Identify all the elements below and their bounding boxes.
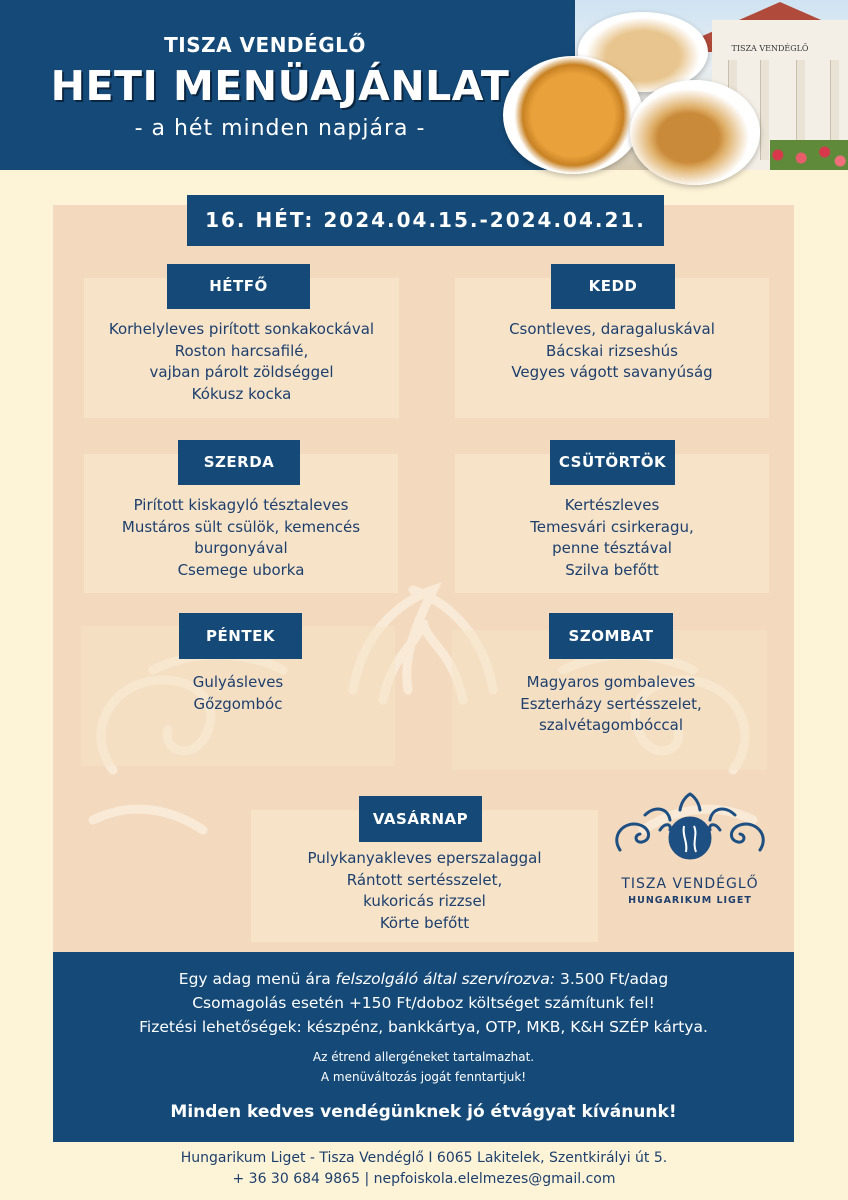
day-label-wednesday: SZERDA <box>178 440 300 485</box>
day-menu-thursday <box>455 495 769 581</box>
menu-item: penne tésztával <box>552 539 672 557</box>
menu-item: Gulyásleves <box>192 673 284 691</box>
menu-item: burgonyával <box>194 539 288 557</box>
flower-pots <box>770 140 848 170</box>
day-label-monday: HÉTFŐ <box>167 264 310 309</box>
day-menu-tuesday <box>455 319 769 384</box>
change-note: A menüváltozás jogát fenntartjuk! <box>320 1070 527 1084</box>
building-sign: TISZA VENDÉGLŐ <box>731 44 809 53</box>
price-service-text: felszolgáló által szervírozva: <box>335 970 556 988</box>
day-label-saturday: SZOMBAT <box>549 613 673 659</box>
price-amount: 3.500 Ft/adag <box>555 970 669 988</box>
menu-item: vajban párolt zöldséggel <box>149 363 334 381</box>
menu-subtitle: - a hét minden napjára - <box>134 116 426 141</box>
menu-title: HETI MENÜAJÁNLAT <box>50 62 510 110</box>
day-label-friday: PÉNTEK <box>179 613 302 659</box>
logo-name: TISZA VENDÉGLŐ <box>621 876 759 892</box>
week-banner: 16. HÉT: 2024.04.15.-2024.04.21. <box>187 195 664 246</box>
building-column <box>760 60 769 160</box>
menu-item: Korhelyleves pirított sonkakockával <box>108 320 375 338</box>
packaging-line: Csomagolás esetén +150 Ft/doboz költséget számítunk fel! <box>192 994 655 1012</box>
menu-item: Vegyes vágott savanyúság <box>511 363 713 381</box>
tisza-logo-icon <box>610 790 770 870</box>
menu-item: Körte befőtt <box>379 913 470 932</box>
contact-line: + 36 30 684 9865 | nepfoiskola.elelmezes@gmail.com <box>232 1171 616 1187</box>
menu-item: Rántott sertésszelet, <box>346 870 503 889</box>
day-label-sunday: VASÁRNAP <box>359 796 482 842</box>
menu-item: Pulykanyakleves eperszalaggal <box>307 849 542 867</box>
menu-item: Magyaros gombaleves <box>526 673 696 691</box>
payment-line: Fizetési lehetőségek: készpénz, bankkártya, OTP, MKB, K&H SZÉP kártya. <box>139 1018 708 1036</box>
day-menu-saturday <box>452 672 770 737</box>
menu-item: Kókusz kocka <box>191 384 292 403</box>
menu-item: Bácskai rizseshús <box>546 341 678 360</box>
info-box <box>53 952 794 1142</box>
menu-item: Roston harcsafilé, <box>174 341 309 360</box>
soup-dish-photo <box>503 56 643 174</box>
menu-item: Csontleves, daragaluskával <box>509 320 715 338</box>
price-line <box>53 970 794 988</box>
menu-item: Csemege uborka <box>177 560 305 579</box>
menu-item: Kertészleves <box>564 496 660 514</box>
menu-item: Gőzgombóc <box>193 694 283 713</box>
greeting: Minden kedves vendégünknek jó étvágyat kívánunk! <box>170 1102 677 1122</box>
day-menu-monday <box>84 319 399 405</box>
menu-item: Mustáros sült csülök, kemencés <box>121 517 361 536</box>
day-menu-friday <box>81 672 395 715</box>
fish-dish-photo <box>630 80 760 185</box>
day-menu-sunday <box>251 848 598 934</box>
menu-item: kukoricás rizzsel <box>363 892 486 910</box>
logo-subtitle: HUNGARIKUM LIGET <box>628 895 752 906</box>
menu-item: Eszterházy sertésszelet, <box>520 694 702 713</box>
address-line: Hungarikum Liget - Tisza Vendéglő I 6065 Lakitelek, Szentkirályi út 5. <box>180 1150 668 1166</box>
restaurant-name: TISZA VENDÉGLŐ <box>164 33 366 57</box>
day-label-thursday: CSÜTÖRTÖK <box>550 440 675 485</box>
menu-item: szalvétagombóccal <box>538 716 684 734</box>
allergen-note: Az étrend allergéneket tartalmazhat. <box>312 1050 535 1064</box>
day-label-tuesday: KEDD <box>551 264 675 309</box>
menu-item: Temesvári csirkeragu, <box>530 517 694 536</box>
menu-item: Szilva befőtt <box>565 560 659 579</box>
menu-item: Pirított kiskagyló tésztaleves <box>133 496 349 514</box>
day-menu-wednesday <box>84 495 398 581</box>
price-text: Egy adag menü ára <box>178 970 336 988</box>
